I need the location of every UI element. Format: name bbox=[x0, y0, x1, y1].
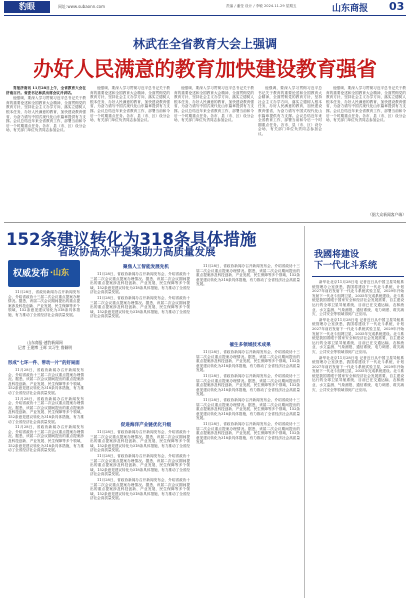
second-body-col3a bbox=[196, 264, 300, 342]
lead-body-cont: 他强调，要深入学习贯彻习近平总书记关于教育的重要论述和全国教育大会精神，全面贯彻党的教育方针，坚持社会主义办学方向，落实立德树人根本任务，办好人民满意的教育，加快建设教育强省，为奋力谱写中国式现代化山东篇章提供有力支撑。会议总结近年来全省教育工作，部署当前和今后一个时期重点任务。各市、县（市、区）设分会场，有关部门单位负责同志参加会议。 bbox=[174, 86, 254, 123]
lead-body-col3 bbox=[174, 86, 254, 218]
badge-line2: ·山东 bbox=[50, 268, 70, 277]
second-body-col2a bbox=[90, 272, 190, 420]
second-body-col2b bbox=[90, 430, 190, 598]
second-body-cont: 11月28日，省政协新闻办召开新闻发布会，介绍省政协十三届二次会议重点提案办理情况。据悉，该届二次会议期间提出的重点提案涉及科技创新、产业发展、民生保障等多个领域，152条意见建议转化为318条具体措施，有力推动了全省经济社会高质量发展。 bbox=[196, 397, 300, 421]
second-subhead: 省政协高水平提案助力高质量发展 bbox=[58, 246, 216, 258]
sidebar-title-rule bbox=[312, 276, 404, 277]
second-body-cont: 11月28日，省政协新闻办召开新闻发布会，介绍省政协十三届二次会议重点提案办理情况。据悉，该届二次会议期间提出的重点提案涉及科技创新、产业发展、民生保障等多个领域，152条意见建议转化为318条具体措施，有力推动了全省经济社会高质量发展。 bbox=[196, 350, 300, 373]
sidebar-text-cont: 新华社北京11月28日电 记者近日从中国卫星导航系统管理办公室获悉，我国将建设下一代北斗系统，计划2027年前后发射下一代北斗系统试验卫星，2029年开始发射下一代北斗组网卫星，2035年完成系统建设。北斗系统是我国着眼于国家安全和经济社会发展需要，自主建设运行的全球卫星导航系统，目前已在交通运输、农林渔业、水文监测、气象测报、通信系统、电力调度、救灾减灾、公共安全等领域得到广泛应用。 bbox=[312, 355, 404, 392]
lead-body-col1 bbox=[6, 86, 86, 218]
lead-headline: 办好人民满意的教育加快建设教育强省 bbox=[33, 57, 377, 81]
sidebar-divider bbox=[304, 226, 305, 598]
sidebar-text-cont: 新华社北京11月28日电 记者近日从中国卫星导航系统管理办公室获悉，我国将建设下一代北斗系统，计划2027年前后发射下一代北斗系统试验卫星，2029年开始发射下一代北斗组网卫星，2035年完成系统建设。北斗系统是我国着眼于国家安全和经济社会发展需要，自主建设运行的全球卫星导航系统，目前已在交通运输、农林渔业、水文监测、气象测报、通信系统、电力调度、救灾减灾、公共安全等领域得到广泛应用。 bbox=[312, 317, 404, 354]
second-body-cont: 11月28日，省政协新闻办召开新闻发布会，介绍省政协十三届二次会议重点提案办理情况。据悉，该届二次会议期间提出的重点提案涉及科技创新、产业发展、民生保障等多个领域，152条意见建议转化为318条具体措施，有力推动了全省经济社会高质量发展。 bbox=[8, 425, 84, 453]
masthead-edition: 山东商报 bbox=[332, 4, 369, 14]
lead-source: （据大众新闻客户端） bbox=[368, 212, 406, 217]
lead-kicker: 林武在全省教育大会上强调 bbox=[132, 37, 277, 51]
second-body: 11月28日，省政协新闻办召开新闻发布会，介绍省政协十三届二次会议重点提案办理情况。据悉，该届二次会议期间提出的重点提案涉及科技创新、产业发展、民生保障等多个领域，152条意见建议转化为318条具体措施，有力推动了全省经济社会高质量发展。 bbox=[8, 290, 80, 317]
second-body-cont: 11月28日，省政协新闻办召开新闻发布会，介绍省政协十三届二次会议重点提案办理情况。据悉，该届二次会议期间提出的重点提案涉及科技创新、产业发展、民生保障等多个领域，152条意见建议转化为318条具体措施，有力推动了全省经济社会高质量发展。 bbox=[90, 477, 190, 501]
lead-body-cont: 他强调，要深入学习贯彻习近平总书记关于教育的重要论述和全国教育大会精神，全面贯彻党的教育方针，坚持社会主义办学方向，落实立德树人根本任务，办好人民满意的教育，加快建设教育强省，为奋力谱写中国式现代化山东篇章提供有力支撑。会议总结近年来全省教育工作，部署当前和今后一个时期重点任务。各市、县（市、区）设分会场，有关部门单位负责同志参加会议。 bbox=[326, 86, 406, 123]
lead-body-col4 bbox=[258, 86, 322, 218]
section1-title: 聚焦人工智能发展先机 bbox=[123, 265, 169, 270]
second-body-cont: 11月28日，省政协新闻办召开新闻发布会，介绍省政协十三届二次会议重点提案办理情况。据悉，该届二次会议期间提出的重点提案涉及科技创新、产业发展、民生保障等多个领域，152条意见建议转化为318条具体措施，有力推动了全省经济社会高质量发展。 bbox=[8, 368, 84, 395]
lead-intro: 青报济南讯 11月28日上午，全省教育大会在济南召开。省委书记林武出席会议并讲话。 bbox=[6, 86, 86, 95]
second-body-cont: 11月28日，省政协新闻办召开新闻发布会，介绍省政协十三届二次会议重点提案办理情况。据悉，该届二次会议期间提出的重点提案涉及科技创新、产业发展、民生保障等多个领域，152条意见建议转化为318条具体措施，有力推动了全省经济社会高质量发展。 bbox=[196, 373, 300, 397]
second-headline: 152条建议转化为318条具体措施 bbox=[6, 230, 257, 249]
authority-badge bbox=[8, 260, 80, 287]
second-byline: 山东商报·速豹新闻网 记者 王建博 王晖 实习生 鲁颖明 bbox=[17, 340, 73, 350]
page-number: 03 bbox=[389, 0, 405, 13]
lead-body-cont: 他强调，要深入学习贯彻习近平总书记关于教育的重要论述和全国教育大会精神，全面贯彻党的教育方针，坚持社会主义办学方向，落实立德树人根本任务，办好人民满意的教育，加快建设教育强省，为奋力谱写中国式现代化山东篇章提供有力支撑。会议总结近年来全省教育工作，部署当前和今后一个时期重点任务。各市、县（市、区）设分会场，有关部门单位负责同志参加会议。 bbox=[258, 86, 322, 136]
second-body-col1a bbox=[8, 290, 80, 338]
second-body-cont: 11月28日，省政协新闻办召开新闻发布会，介绍省政协十三届二次会议重点提案办理情况。据悉，该届二次会议期间提出的重点提案涉及科技创新、产业发展、民生保障等多个领域，152条意见建议转化为318条具体措施，有力推动了全省经济社会高质量发展。 bbox=[90, 272, 190, 295]
masthead-divider bbox=[4, 15, 406, 16]
second-body-col3b bbox=[196, 350, 300, 598]
lead-body: 他强调，要深入学习贯彻习近平总书记关于教育的重要论述和全国教育大会精神，全面贯彻党的教育方针，坚持社会主义办学方向，落实立德树人根本任务，办好人民满意的教育，加快建设教育强省，为奋力谱写中国式现代化山东篇章提供有力支撑。会议总结近年来全省教育工作，部署当前和今后一个时期重点任务。各市、县（市、区）设分会场，有关部门单位负责同志参加会议。 bbox=[6, 96, 86, 133]
sidebar-text: 新华社北京11月28日电 记者近日从中国卫星导航系统管理办公室获悉，我国将建设下一代北斗系统，计划2027年前后发射下一代北斗系统试验卫星，2029年开始发射下一代北斗组网卫星，2035年完成系统建设。北斗系统是我国着眼于国家安全和经济社会发展需要，自主建设运行的全球卫星导航系统，目前已在交通运输、农林渔业、水文监测、气象测报、通信系统、电力调度、救灾减灾、公共安全等领域得到广泛应用。 bbox=[312, 280, 404, 317]
lead-body-col5 bbox=[326, 86, 406, 212]
second-body-cont: 11月28日，省政协新闻办召开新闻发布会，介绍省政协十三届二次会议重点提案办理情况。据悉，该届二次会议期间提出的重点提案涉及科技创新、产业发展、民生保障等多个领域，152条意见建议转化为318条具体措施，有力推动了全省经济社会高质量发展。 bbox=[196, 421, 300, 445]
section2-title: 促进海洋产业链优化升级 bbox=[120, 423, 172, 428]
lead-body-col2 bbox=[90, 86, 170, 218]
second-body-cont: 11月28日，省政协新闻办召开新闻发布会，介绍省政协十三届二次会议重点提案办理情况。据悉，该届二次会议期间提出的重点提案涉及科技创新、产业发展、民生保障等多个领域，152条意见建议转化为318条具体措施，有力推动了全省经济社会高质量发展。 bbox=[90, 430, 190, 453]
lead-body-cont: 他强调，要深入学习贯彻习近平总书记关于教育的重要论述和全国教育大会精神，全面贯彻党的教育方针，坚持社会主义办学方向，落实立德树人根本任务，办好人民满意的教育，加快建设教育强省，为奋力谱写中国式现代化山东篇章提供有力支撑。会议总结近年来全省教育工作，部署当前和今后一个时期重点任务。各市、县（市、区）设分会场，有关部门单位负责同志参加会议。 bbox=[90, 86, 170, 123]
masthead bbox=[0, 0, 410, 14]
badge-line1: 权威发布 bbox=[13, 269, 50, 279]
sidebar-title: 我國将建设 下一代北斗系统 bbox=[314, 250, 378, 271]
masthead-logo: 豹眼 bbox=[4, 1, 50, 13]
second-body-col1b bbox=[8, 368, 84, 598]
second-subtitle-left: 形成“七环一件、带动一片”的好局面 bbox=[8, 361, 80, 366]
second-body-cont: 11月28日，省政协新闻办召开新闻发布会，介绍省政协十三届二次会议重点提案办理情况。据悉，该届二次会议期间提出的重点提案涉及科技创新、产业发展、民生保障等多个领域，152条意见建议转化为318条具体措施，有力推动了全省经济社会高质量发展。 bbox=[8, 396, 84, 424]
section-divider bbox=[4, 222, 406, 223]
second-body-cont: 11月28日，省政协新闻办召开新闻发布会，介绍省政协十三届二次会议重点提案办理情况。据悉，该届二次会议期间提出的重点提案涉及科技创新、产业发展、民生保障等多个领域，152条意见建议转化为318条具体措施，有力推动了全省经济社会高质量发展。 bbox=[90, 295, 190, 319]
section3-title: 催生多领域技术成果 bbox=[229, 343, 271, 348]
second-body-cont: 11月28日，省政协新闻办召开新闻发布会，介绍省政协十三届二次会议重点提案办理情况。据悉，该届二次会议期间提出的重点提案涉及科技创新、产业发展、民生保障等多个领域，152条意见建议转化为318条具体措施，有力推动了全省经济社会高质量发展。 bbox=[196, 264, 300, 287]
masthead-url: 网址:www.subaonn.com bbox=[58, 4, 106, 9]
second-body-cont: 11月28日，省政协新闻办召开新闻发布会，介绍省政协十三届二次会议重点提案办理情况。据悉，该届二次会议期间提出的重点提案涉及科技创新、产业发展、民生保障等多个领域，152条意见建议转化为318条具体措施，有力推动了全省经济社会高质量发展。 bbox=[90, 453, 190, 477]
masthead-meta: 责编 / 潘莹 设计 / 李敏 2024.11.29 星期五 bbox=[226, 4, 297, 8]
sidebar-body bbox=[312, 280, 404, 598]
